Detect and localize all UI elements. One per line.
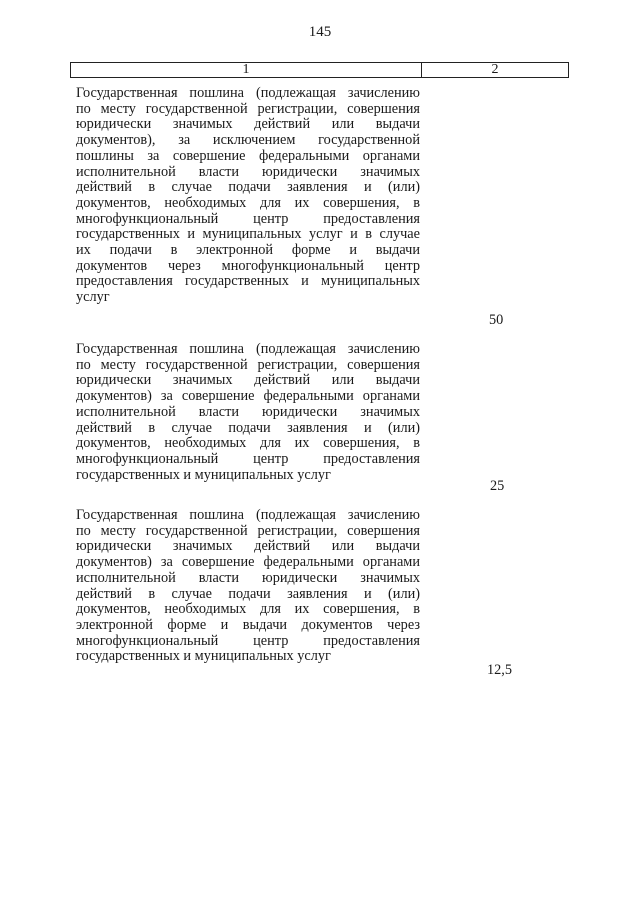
description-line: по месту государственной регистрации, совершения (76, 522, 420, 539)
page-number: 145 (308, 24, 332, 40)
description-line: многофункциональный центр предоставления (76, 450, 420, 467)
description-line: документов, необходимых для их совершения, в (76, 601, 420, 618)
description-line: государственных и муниципальных услуг (76, 466, 331, 483)
description-line: исполнительной власти юридически значимых (76, 163, 420, 180)
description-line: документов) за совершение федеральными органами (76, 554, 420, 571)
fee-amount-2: 25 (490, 478, 505, 494)
fee-description-2 (76, 342, 420, 483)
description-line: государственных и муниципальных услуг (76, 648, 331, 665)
description-line: электронной форме и выдачи документов через (76, 616, 420, 633)
description-line: по месту государственной регистрации, совершения (76, 356, 420, 373)
header-column-2: 2 (491, 62, 499, 77)
description-line: Государственная пошлина (подлежащая зачислению (76, 507, 420, 523)
description-line: документов), за исключением государственной (76, 132, 420, 149)
description-line: Государственная пошлина (подлежащая зачислению (76, 85, 420, 101)
description-line: многофункциональный центр предоставления (76, 210, 420, 227)
description-line: документов, необходимых для их совершения, в (76, 435, 420, 452)
description-line: пошлины за совершение федеральными органами (76, 147, 420, 164)
description-line: юридически значимых действий или выдачи (76, 372, 420, 389)
fee-amount-1: 50 (489, 312, 504, 328)
header-column-1: 1 (71, 63, 422, 77)
table-header (70, 62, 569, 78)
description-line: услуг (76, 289, 110, 306)
description-line: исполнительной власти юридически значимых (76, 403, 420, 420)
description-line: по месту государственной регистрации, совершения (76, 100, 420, 117)
fee-description-1 (76, 86, 420, 306)
description-line: их подачи в электронной форме и выдачи (76, 242, 420, 259)
description-line: многофункциональный центр предоставления (76, 632, 420, 649)
description-line: юридически значимых действий или выдачи (76, 116, 420, 133)
description-line: государственных и муниципальных услуг и в случае (76, 226, 420, 243)
fee-amount-3: 12,5 (487, 662, 513, 678)
description-line: документов) за совершение федеральными органами (76, 388, 420, 405)
fee-description-3 (76, 508, 420, 665)
description-line: предоставления государственных и муниципальных (76, 273, 420, 290)
description-line: документов, необходимых для их совершения, в (76, 194, 420, 211)
description-line: Государственная пошлина (подлежащая зачислению (76, 341, 420, 357)
description-line: действий в случае подачи заявления и (или) (76, 585, 420, 602)
description-line: документов через многофункциональный центр (76, 257, 420, 274)
description-line: действий в случае подачи заявления и (или) (76, 179, 420, 196)
description-line: исполнительной власти юридически значимых (76, 569, 420, 586)
description-line: действий в случае подачи заявления и (или) (76, 419, 420, 436)
description-line: юридически значимых действий или выдачи (76, 538, 420, 555)
